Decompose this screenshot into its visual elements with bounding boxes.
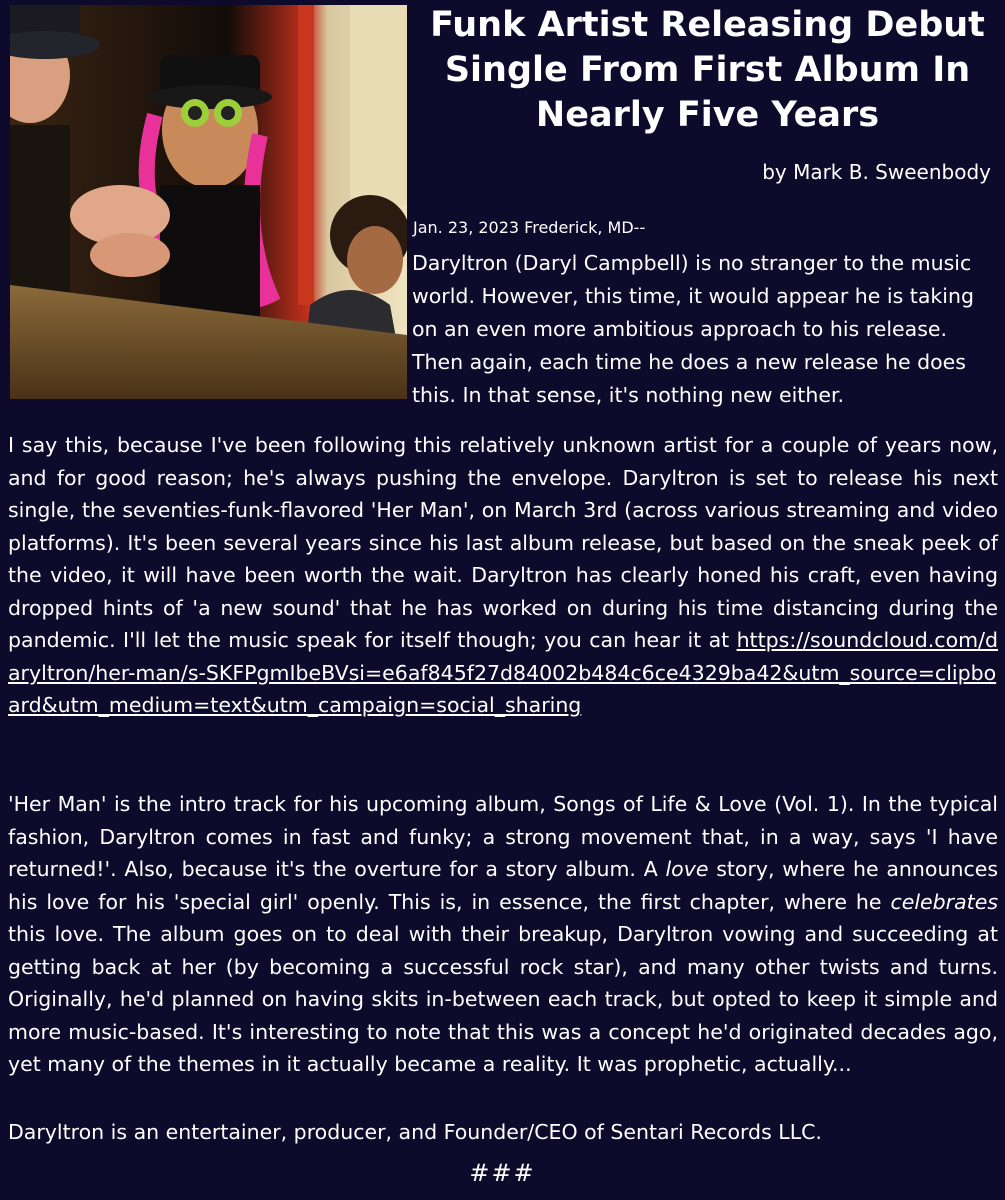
body-paragraph-2: [8, 788, 998, 1081]
body-paragraph-2-text-c: this love. The album goes on to deal with their breakup, Daryltron vowing and succeeding at getting back at her (by becoming a successful rock star), and many other twists and turns. Originally, he'd planned on having skits in-between each track, but opted to keep it simple and more music-based. It's interesting to note that this was a concept he'd originated decades ago, yet many of the themes in it actually became a reality. It was prophetic, actually...: [8, 922, 998, 1076]
body-paragraph-2-text-b: story, where he announces his love for his 'special girl' openly. This is, in essence, the first chapter, where he: [8, 857, 999, 914]
article-photo: [10, 5, 407, 399]
soundcloud-link[interactable]: https://soundcloud.com/daryltron/her-man/s-SKFPgmIbeBVsi=e6af845f27d84002b484c6ce4329ba42&utm_source=clipboard&utm_medium=text&utm_campaign=social_sharing: [8, 628, 998, 717]
body-paragraph-1-text: I say this, because I've been following this relatively unknown artist for a couple of years now, and for good reason; he's always pushing the envelope. Daryltron is set to release his next single, the seventies-funk-flavored 'Her Man', on March 3rd (across various streaming and video platforms). It's been several years since his last album release, but based on the sneak peek of the video, it will have been worth the wait. Daryltron has clearly honed his craft, even having dropped hints of 'a new sound' that he has worked on during his time distancing during the pandemic. I'll let the music speak for itself though; you can hear it at: [8, 433, 998, 652]
emphasis-celebrates: celebrates: [890, 889, 998, 914]
closing-line: Daryltron is an entertainer, producer, and Founder/CEO of Sentari Records LLC.: [8, 1120, 822, 1144]
headline: Funk Artist Releasing Debut Single From First Album In Nearly Five Years: [430, 5, 985, 135]
lead-paragraph: Daryltron (Daryl Campbell) is no stranger to the music world. However, this time, it would appear he is taking on an even more ambitious approach to his release. Then again, each time he does a new release he does this. In that sense, it's nothing new either.: [412, 251, 974, 407]
byline: by Mark B. Sweenbody: [762, 160, 991, 184]
end-mark: ###: [469, 1159, 536, 1187]
emphasis-love: love: [665, 857, 709, 881]
body-paragraph-1: [8, 429, 998, 722]
dateline: Jan. 23, 2023 Frederick, MD--: [413, 218, 646, 237]
body-paragraph-2-text-a: 'Her Man' is the intro track for his upcoming album, Songs of Life & Love (Vol. 1). In the typical fashion, Daryltron comes in fast and funky; a strong movement that, in a way, says 'I have returned!'. Also, because it's the overture for a story album. A: [8, 792, 998, 881]
